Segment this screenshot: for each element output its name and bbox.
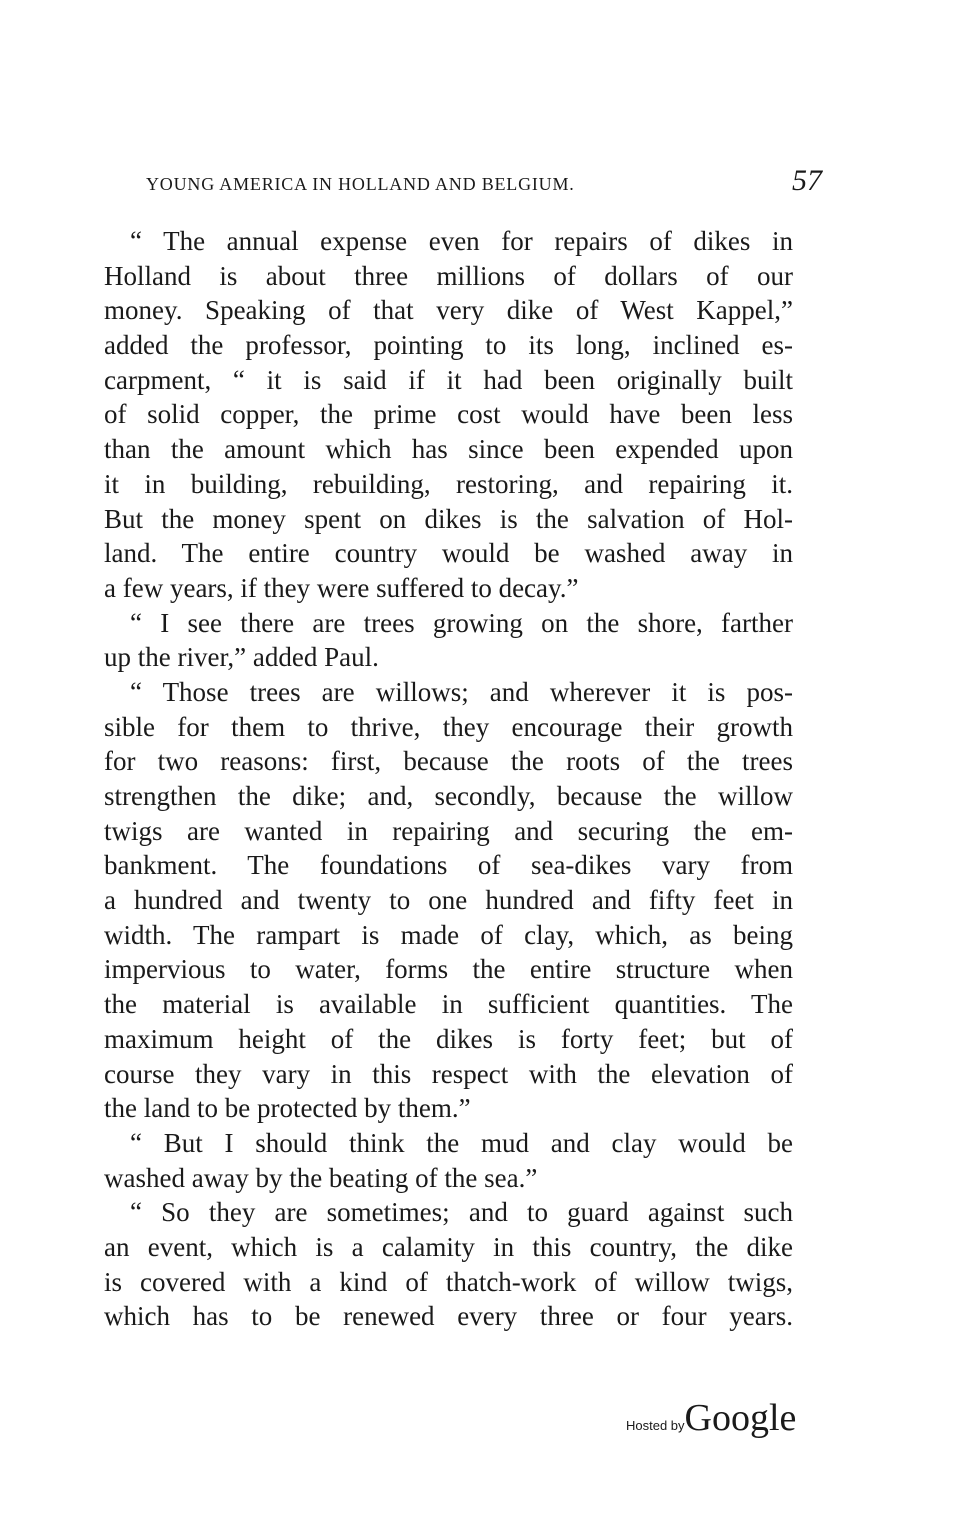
text-line: for two reasons: first, because the roots of the trees xyxy=(104,746,793,777)
text-line: is covered with a kind of thatch-work of willow twigs, xyxy=(104,1266,793,1297)
page-number: 57 xyxy=(792,164,822,197)
text-line: course they vary in this respect with the elevation of xyxy=(104,1058,793,1089)
text-line: up the river,” added Paul. xyxy=(104,642,379,673)
text-line: maximum height of the dikes is forty feet; but of xyxy=(104,1023,793,1054)
running-title: YOUNG AMERICA IN HOLLAND AND BELGIUM. xyxy=(146,174,575,194)
text-line: twigs are wanted in repairing and securing the em- xyxy=(104,815,793,846)
hosted-by-label: Hosted by xyxy=(626,1418,685,1433)
text-line: the material is available in sufficient quantities. The xyxy=(104,989,793,1020)
running-header xyxy=(146,164,822,204)
text-line: “ I see there are trees growing on the shore, farther xyxy=(130,607,793,638)
text-line: “ The annual expense even for repairs of dikes in xyxy=(130,226,793,256)
text-line: width. The rampart is made of clay, which, as being xyxy=(104,919,793,950)
body-text xyxy=(104,224,793,1334)
text-line: Holland is about three millions of dollars of our xyxy=(104,260,793,291)
text-line: bankment. The foundations of sea-dikes vary from xyxy=(104,850,793,881)
text-line: “ Those trees are willows; and wherever it is pos- xyxy=(130,676,793,707)
hosted-by-google-mark xyxy=(626,1396,796,1442)
text-line: a hundred and twenty to one hundred and fifty feet in xyxy=(104,885,793,916)
text-line: But the money spent on dikes is the salvation of Hol- xyxy=(104,503,793,534)
text-line: land. The entire country would be washed away in xyxy=(104,538,793,569)
text-line: “ But I should think the mud and clay would be xyxy=(130,1127,793,1158)
text-line: washed away by the beating of the sea.” xyxy=(104,1162,538,1193)
text-line: a few years, if they were suffered to decay.” xyxy=(104,572,579,603)
text-line: an event, which is a calamity in this country, the dike xyxy=(104,1231,793,1262)
text-line: money. Speaking of that very dike of West Kappel,” xyxy=(104,295,793,326)
text-line: than the amount which has since been expended upon xyxy=(104,434,793,465)
text-line: which has to be renewed every three or four years. xyxy=(104,1301,793,1332)
text-line: it in building, rebuilding, restoring, and repairing it. xyxy=(104,468,793,499)
text-line: the land to be protected by them.” xyxy=(104,1093,471,1124)
text-line: “ So they are sometimes; and to guard against such xyxy=(130,1197,793,1228)
text-line: of solid copper, the prime cost would have been less xyxy=(104,399,793,430)
text-line: carpment, “ it is said if it had been originally built xyxy=(104,364,793,395)
text-line: strengthen the dike; and, secondly, because the willow xyxy=(104,781,793,811)
text-line: impervious to water, forms the entire structure when xyxy=(104,954,793,985)
google-wordmark: Google xyxy=(684,1397,797,1439)
text-line: sible for them to thrive, they encourage their growth xyxy=(104,711,793,742)
text-line: added the professor, pointing to its long, inclined es- xyxy=(104,330,793,361)
